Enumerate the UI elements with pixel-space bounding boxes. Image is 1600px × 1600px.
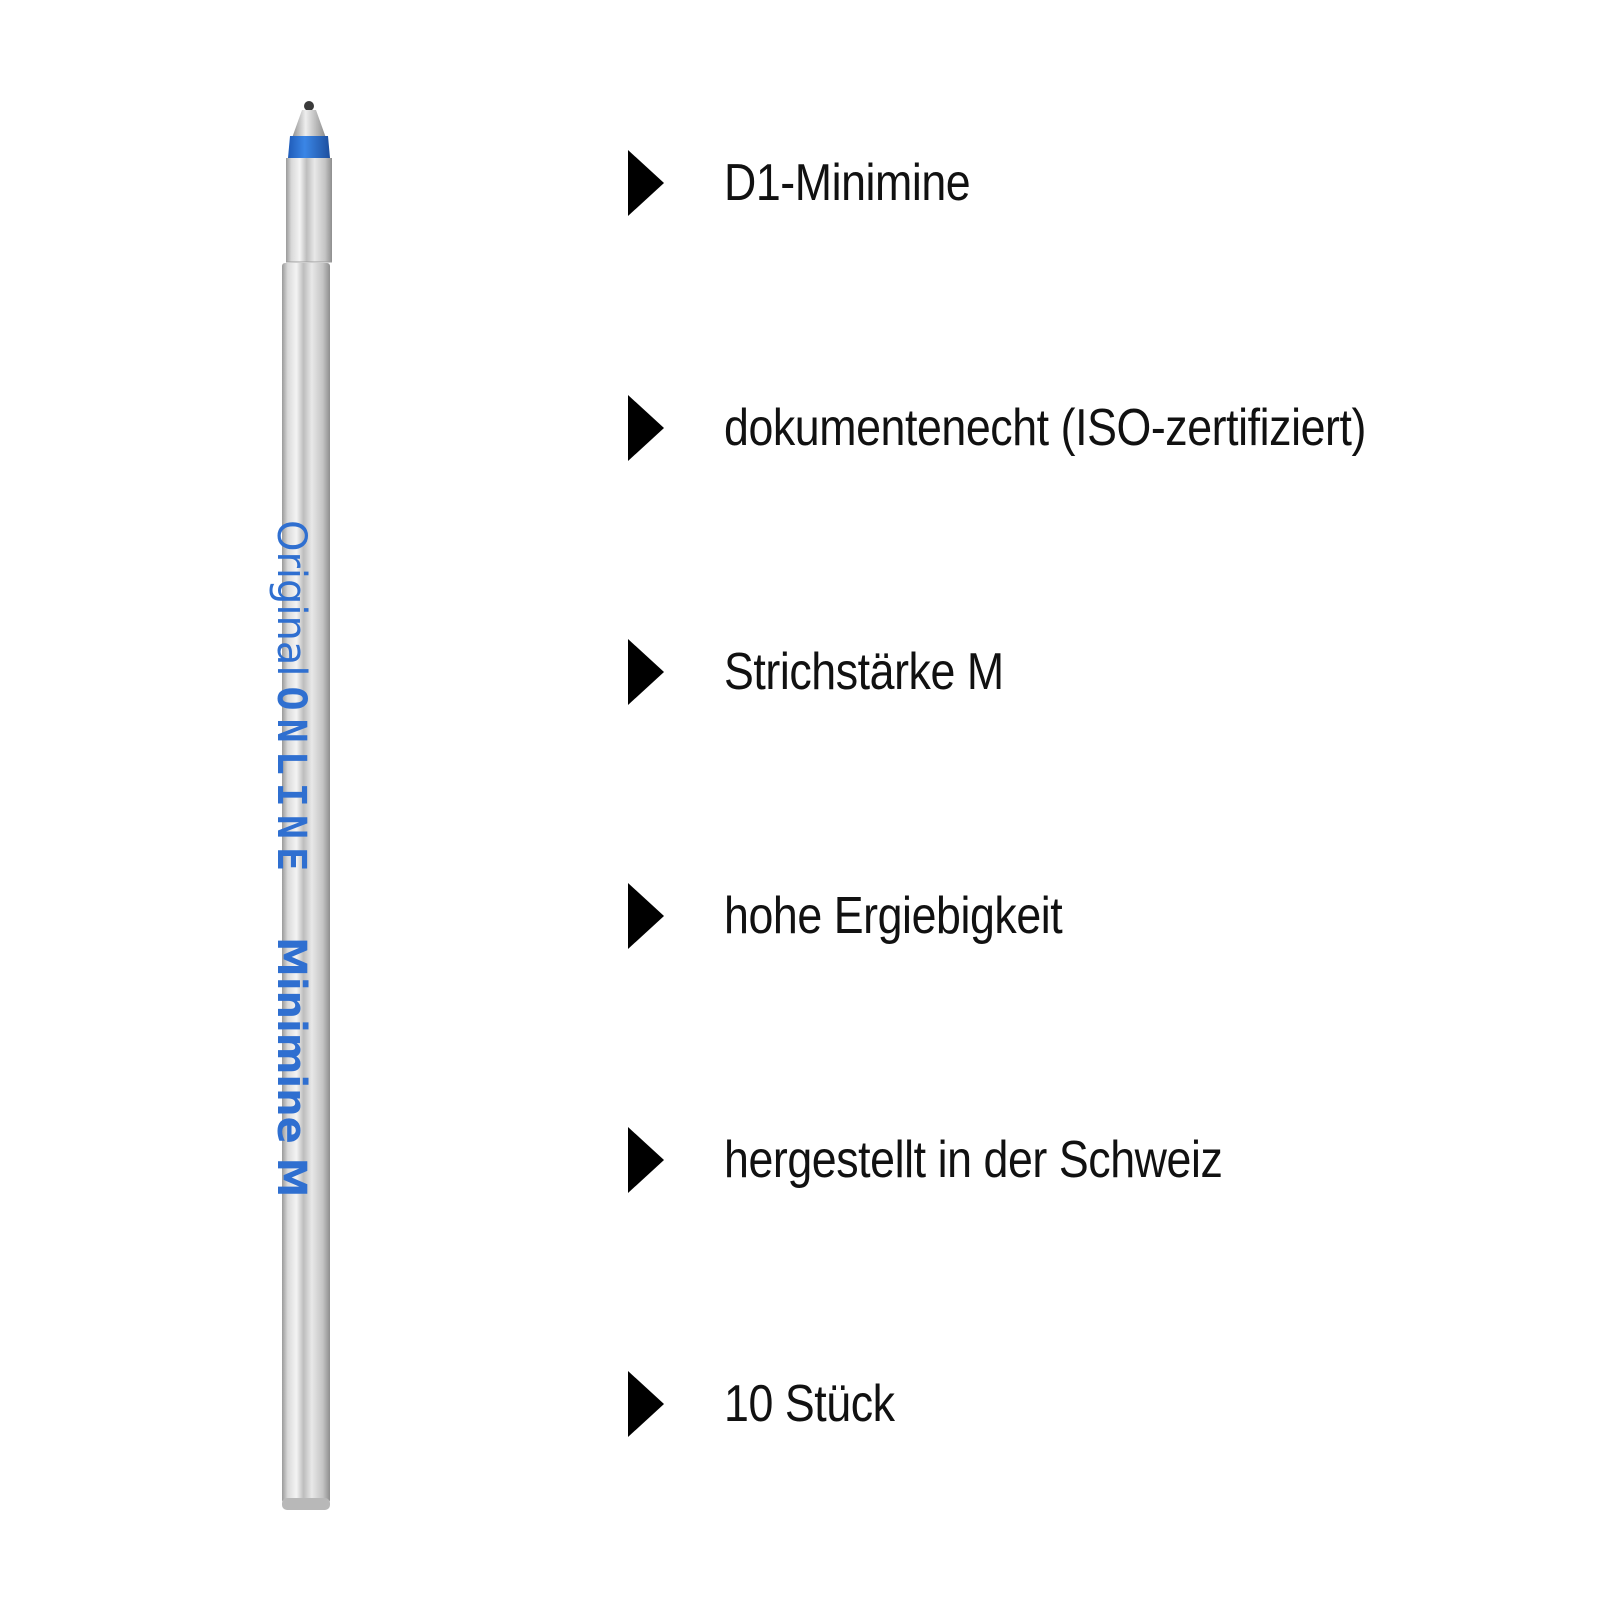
feature-label: D1-Minimine [724, 154, 971, 212]
feature-label: 10 Stück [724, 1375, 895, 1433]
feature-item [628, 1125, 1578, 1195]
triangle-right-icon [628, 1127, 664, 1193]
feature-label: hohe Ergiebigkeit [724, 887, 1063, 945]
triangle-right-icon [628, 1371, 664, 1437]
triangle-right-icon [628, 639, 664, 705]
triangle-right-icon [628, 883, 664, 949]
refill-label [268, 520, 314, 1198]
feature-label: dokumentenecht (ISO-zertifiziert) [724, 399, 1366, 457]
triangle-right-icon [628, 150, 664, 216]
feature-item [628, 393, 1578, 463]
feature-item [628, 881, 1578, 951]
triangle-right-icon [628, 395, 664, 461]
feature-item [628, 637, 1578, 707]
feature-list [628, 0, 1578, 1600]
refill-label-prefix: Original [268, 520, 314, 677]
refill-label-brand: ONLINE [268, 686, 314, 880]
feature-item [628, 148, 1578, 218]
refill-label-model: Minimine M [268, 937, 314, 1198]
feature-label: Strichstärke M [724, 643, 1004, 701]
feature-item [628, 1369, 1578, 1439]
feature-label: hergestellt in der Schweiz [724, 1131, 1223, 1189]
